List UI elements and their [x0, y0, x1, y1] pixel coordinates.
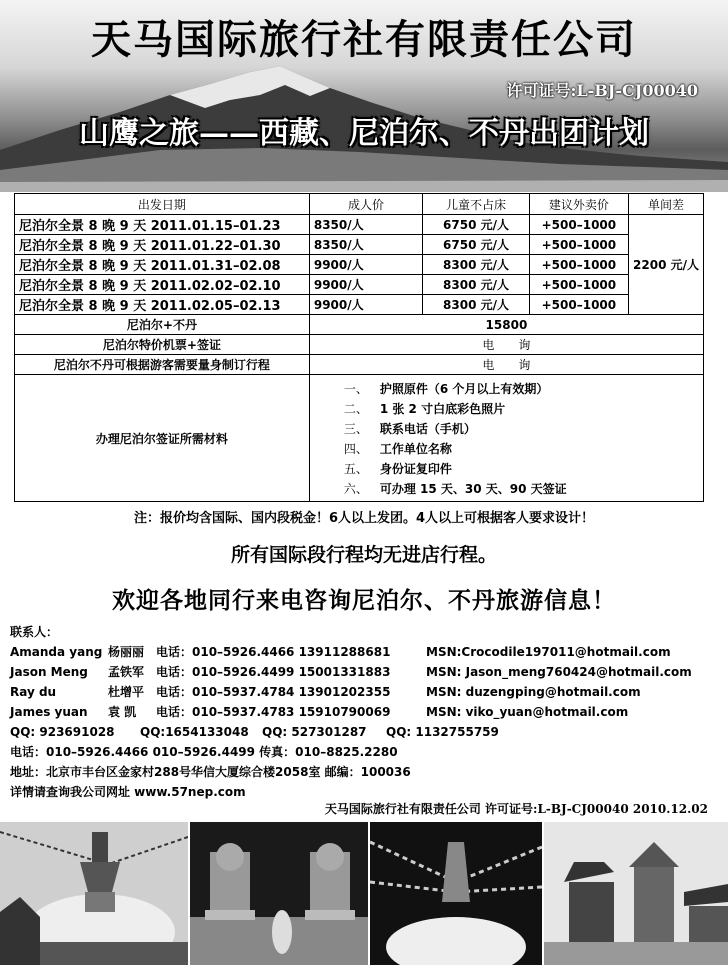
resale-price-cell: +500–1000: [529, 255, 628, 275]
temple-guardians-photo: [190, 822, 368, 965]
website-line: 详情请查询我公司网址 www.57nep.com: [10, 785, 246, 799]
qq-number: QQ: 923691028: [10, 725, 115, 739]
contact-phone: 电话：010–5926.4499 15001331883: [156, 665, 391, 679]
extra-route-value: 电 询: [309, 335, 703, 355]
contact-chinese-name: 袁 凯: [108, 705, 137, 719]
resale-price-cell: +500–1000: [529, 275, 628, 295]
list-item-text: 工作单位名称: [379, 442, 452, 456]
list-item-text: 可办理 15 天、30 天、90 天签证: [379, 482, 567, 496]
table-row: [15, 215, 704, 235]
tour-title: 山鹰之旅——西藏、尼泊尔、不丹出团计划: [79, 116, 649, 151]
visa-materials-cell: [309, 375, 703, 502]
extra-route-label: 尼泊尔+不丹: [15, 315, 310, 335]
adult-price-cell: 8350/人: [309, 235, 422, 255]
extra-route-label: 尼泊尔不丹可根据游客需要量身制订行程: [15, 355, 310, 375]
header-banner: [0, 0, 728, 192]
visa-materials-label: 办理尼泊尔签证所需材料: [15, 375, 310, 502]
contact-phone: 电话：010–5937.4784 13901202355: [156, 685, 391, 699]
header-child-price: 儿童不占床: [423, 194, 530, 215]
license-number: 许可证号:L-BJ-CJ00040: [506, 81, 698, 100]
table-row: [15, 275, 704, 295]
contact-row: [10, 642, 720, 662]
schedule-table: [14, 193, 704, 502]
header-adult-price: 成人价: [309, 194, 422, 215]
list-item-number: 三、: [343, 422, 368, 436]
contact-english-name: Jason Meng: [10, 665, 88, 679]
qq-number: QQ: 1132755759: [386, 725, 499, 739]
contact-english-name: Amanda yang: [10, 645, 103, 659]
contact-msn: MSN: viko_yuan@hotmail.com: [426, 705, 629, 719]
route-cell: 尼泊尔全景 8 晚 9 天 2011.01.22–01.30: [15, 235, 310, 255]
durbar-square-photo: [544, 822, 728, 965]
extra-route-value: 电 询: [309, 355, 703, 375]
contact-heading: 联系人：: [10, 625, 59, 639]
list-item-text: 1 张 2 寸白底彩色照片: [379, 402, 506, 416]
list-item-text: 护照原件（6 个月以上有效期）: [379, 382, 549, 396]
contact-section: [10, 622, 720, 802]
no-shopping-slogan: 所有国际段行程均无进店行程。: [230, 544, 497, 566]
resale-price-cell: +500–1000: [529, 235, 628, 255]
extra-route-label: 尼泊尔特价机票+签证: [15, 335, 310, 355]
single-supplement-cell: 2200 元/人: [629, 215, 704, 315]
list-item-number: 六、: [343, 482, 368, 496]
route-cell: 尼泊尔全景 8 晚 9 天 2011.02.02–02.10: [15, 275, 310, 295]
contact-english-name: Ray du: [10, 685, 57, 699]
header-single-supplement: 单间差: [629, 194, 704, 215]
table-row: [15, 355, 704, 375]
extra-route-value: 15800: [309, 315, 703, 335]
adult-price-cell: 9900/人: [309, 275, 422, 295]
child-price-cell: 6750 元/人: [423, 235, 530, 255]
adult-price-cell: 8350/人: [309, 215, 422, 235]
qq-number: QQ: 527301287: [262, 725, 367, 739]
qq-row: [10, 722, 720, 742]
table-row: [15, 235, 704, 255]
welcome-slogan: 欢迎各地同行来电咨询尼泊尔、不丹旅游信息！: [112, 588, 616, 614]
list-item: [344, 399, 699, 419]
list-item-number: 二、: [343, 402, 368, 416]
visa-materials-list: [314, 375, 699, 501]
resale-price-cell: +500–1000: [529, 295, 628, 315]
footer-company-line: 天马国际旅行社有限责任公司 许可证号:L-BJ-CJ00040 2010.12.02: [324, 802, 708, 816]
list-item-number: 四、: [343, 442, 368, 456]
child-price-cell: 6750 元/人: [423, 215, 530, 235]
table-row: [15, 295, 704, 315]
route-cell: 尼泊尔全景 8 晚 9 天 2011.01.31–02.08: [15, 255, 310, 275]
child-price-cell: 8300 元/人: [423, 255, 530, 275]
table-header-row: [15, 194, 704, 215]
table-row: [15, 375, 704, 502]
contact-row: [10, 682, 720, 702]
header-resale-price: 建议外卖价: [529, 194, 628, 215]
table-row: [15, 315, 704, 335]
list-item-text: 身份证复印件: [379, 462, 452, 476]
contact-row: [10, 662, 720, 682]
resale-price-cell: +500–1000: [529, 215, 628, 235]
contact-chinese-name: 孟铁军: [108, 665, 145, 679]
child-price-cell: 8300 元/人: [423, 295, 530, 315]
table-row: [15, 335, 704, 355]
contact-msn: MSN: duzengping@hotmail.com: [426, 685, 641, 699]
list-item-text: 联系电话（手机）: [379, 422, 476, 436]
contact-phone: 电话：010–5937.4783 15910790069: [156, 705, 391, 719]
stupa-photo: [0, 822, 188, 965]
adult-price-cell: 9900/人: [309, 255, 422, 275]
phone-fax-line: 电话：010–5926.4466 010–5926.4499 传真：010–8825.2280: [10, 745, 398, 759]
list-item: [344, 419, 699, 439]
price-note: 注：报价均含国际、国内段税金！6人以上发团。4人以上可根据客人要求设计！: [133, 511, 595, 526]
list-item-number: 五、: [343, 462, 368, 476]
contact-chinese-name: 杨丽丽: [108, 645, 145, 659]
photo-strip: [0, 822, 728, 965]
contact-english-name: James yuan: [10, 705, 88, 719]
contact-msn: MSN:Crocodile197011@hotmail.com: [426, 645, 671, 659]
contact-msn: MSN: Jason_meng760424@hotmail.com: [426, 665, 692, 679]
header-departure-date: 出发日期: [15, 194, 310, 215]
prayer-flags-photo: [370, 822, 542, 965]
list-item: [344, 479, 699, 499]
list-item: [344, 459, 699, 479]
adult-price-cell: 9900/人: [309, 295, 422, 315]
contact-chinese-name: 杜增平: [108, 685, 145, 699]
list-item: [344, 439, 699, 459]
qq-number: QQ:1654133048: [140, 725, 249, 739]
route-cell: 尼泊尔全景 8 晚 9 天 2011.02.05–02.13: [15, 295, 310, 315]
list-item: [344, 379, 699, 399]
contact-row: [10, 702, 720, 722]
list-item-number: 一、: [343, 382, 368, 396]
table-row: [15, 255, 704, 275]
child-price-cell: 8300 元/人: [423, 275, 530, 295]
contact-phone: 电话：010–5926.4466 13911288681: [156, 645, 391, 659]
address-line: 地址：北京市丰台区金家村288号华信大厦综合楼2058室 邮编：100036: [10, 765, 411, 779]
company-name: 天马国际旅行社有限责任公司: [91, 16, 637, 63]
route-cell: 尼泊尔全景 8 晚 9 天 2011.01.15–01.23: [15, 215, 310, 235]
